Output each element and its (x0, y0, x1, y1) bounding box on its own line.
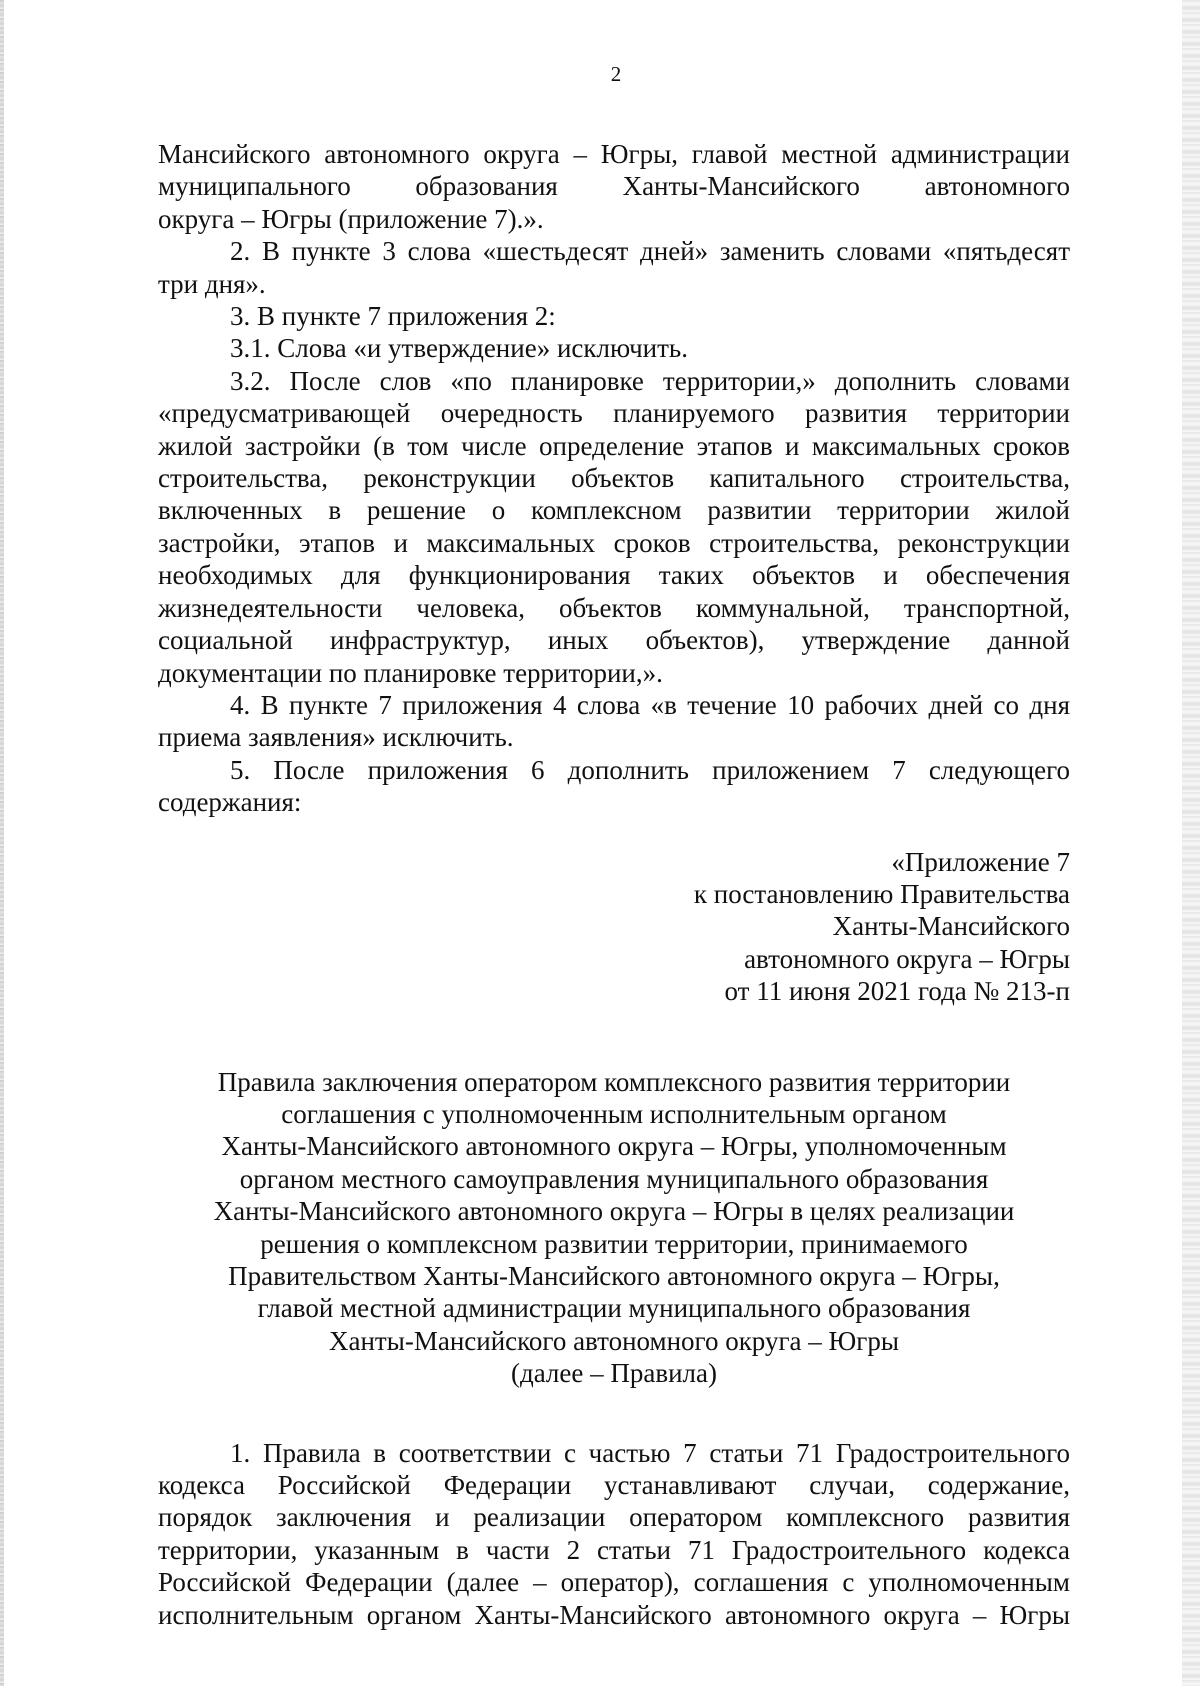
page-number: 2 (610, 62, 622, 86)
text-line: социальной инфраструктур, иных объектов), утверждение данной (158, 625, 1070, 656)
text-line: включенных в решение о комплексном развитии территории жилой (158, 495, 1070, 526)
text-line: 3.2. После слов «по планировке территории,» дополнить словами (230, 365, 1070, 396)
title-line: Правительством Ханты-Мансийского автономного округа – Югры, (228, 1261, 1000, 1291)
scan-right-edge (1182, 0, 1200, 1686)
title-line: решения о комплексном развитии территории, принимаемого (260, 1228, 968, 1259)
title-line: Ханты-Мансийского автономного округа – Югры (329, 1325, 899, 1356)
text-line: 3.1. Слова «и утверждение» исключить. (230, 333, 688, 364)
appendix-header (158, 846, 1070, 1008)
text-line: документации по планировке территории,». (158, 657, 663, 688)
text-line: порядок заключения и реализации оператором комплексного развития (158, 1502, 1070, 1533)
title-line: Ханты-Мансийского автономного округа – Югры в целях реализации (213, 1196, 1015, 1227)
text-line: муниципального образования Ханты-Мансийского автономного (158, 171, 1070, 202)
appendix-line: от 11 июня 2021 года № 213-п (724, 976, 1070, 1007)
scan-left-edge (0, 0, 4, 1686)
title-line: Ханты-Мансийского автономного округа – Югры, уполномоченным (221, 1131, 1007, 1162)
text-line: Российской Федерации (далее – оператор), соглашения с уполномоченным (158, 1567, 1070, 1598)
text-line: 3. В пункте 7 приложения 2: (230, 301, 556, 332)
text-line: три дня». (158, 268, 266, 299)
text-line: 1. Правила в соответствии с частью 7 статьи 71 Градостроительного (230, 1437, 1070, 1468)
text-line: 5. После приложения 6 дополнить приложением 7 следующего (230, 754, 1070, 785)
title-line: органом местного самоуправления муниципального образования (239, 1163, 989, 1194)
appendix-line: автономного округа – Югры (744, 943, 1070, 974)
title-line: (далее – Правила) (510, 1358, 718, 1389)
text-line: необходимых для функционирования таких объектов и обеспечения (158, 560, 1070, 591)
text-line: Мансийского автономного округа – Югры, главой местной администрации (158, 139, 1070, 169)
appendix-line: к постановлению Правительства (693, 878, 1070, 909)
text-line: строительства, реконструкции объектов капитального строительства, (158, 463, 1070, 494)
text-line: приема заявления» исключить. (158, 722, 514, 753)
text-line: содержания: (158, 787, 302, 818)
text-line: исполнительным органом Ханты-Мансийского автономного округа – Югры (158, 1599, 1070, 1630)
text-line: округа – Югры (приложение 7).». (158, 203, 544, 234)
text-line: «предусматривающей очередность планируемого развития территории (158, 398, 1070, 429)
text-line: жизнедеятельности человека, объектов коммунальной, транспортной, (158, 592, 1070, 623)
text-line: территории, указанным в части 2 статьи 71 Градостроительного кодекса (158, 1534, 1070, 1565)
text-line: 2. В пункте 3 слова «шестьдесят дней» заменить словами «пятьдесят (230, 236, 1070, 267)
title-line: соглашения с уполномоченным исполнительным органом (281, 1098, 947, 1129)
text-line: жилой застройки (в том числе определение этапов и максимальных сроков (158, 430, 1070, 461)
appendix-line: Ханты-Мансийского (832, 911, 1070, 942)
title-line: главой местной администрации муниципального образования (257, 1293, 971, 1324)
text-line: 4. В пункте 7 приложения 4 слова «в течение 10 рабочих дней со дня (230, 689, 1070, 720)
document-text (158, 138, 1070, 1631)
rules-title (158, 1066, 1070, 1390)
title-line: Правила заключения оператором комплексного развития территории (217, 1066, 1011, 1097)
text-line: застройки, этапов и максимальных сроков строительства, реконструкции (158, 527, 1070, 558)
appendix-line: «Приложение 7 (891, 846, 1070, 877)
text-line: кодекса Российской Федерации устанавливают случаи, содержание, (158, 1470, 1070, 1501)
